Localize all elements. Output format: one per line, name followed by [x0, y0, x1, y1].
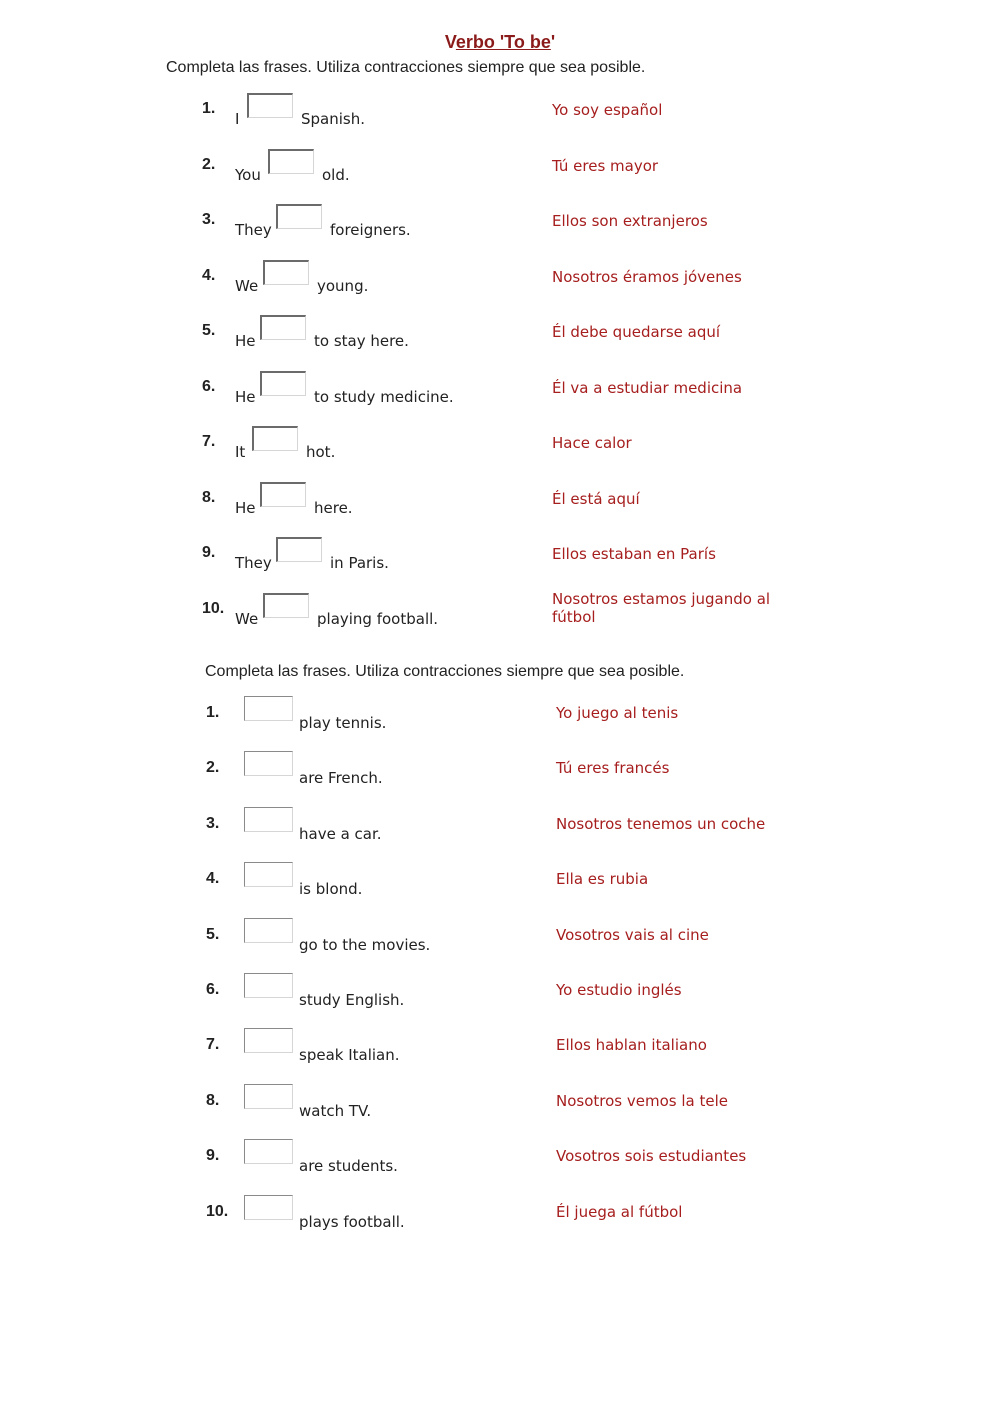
answer-blank[interactable]: [244, 696, 293, 721]
instruction-section-1: Completa las frases. Utiliza contracciones siempre que sea posible.: [166, 59, 646, 76]
item-number: 4.: [202, 267, 216, 284]
sentence-start: He: [235, 332, 256, 350]
exercise-row: [0, 1092, 1000, 1132]
exercise-row: [0, 981, 1000, 1021]
sentence-end: in Paris.: [330, 554, 389, 572]
exercise-row: [0, 211, 1000, 251]
sentence-start: He: [235, 388, 256, 406]
translation: Tú eres mayor: [552, 157, 659, 175]
answer-blank[interactable]: [260, 482, 306, 507]
sentence-end: play tennis.: [299, 714, 387, 732]
answer-blank[interactable]: [252, 426, 298, 451]
instruction-section-2: Completa las frases. Utiliza contracciones siempre que sea posible.: [205, 663, 685, 680]
sentence-end: go to the movies.: [299, 936, 431, 954]
sentence-start: We: [235, 277, 259, 295]
exercise-row: [0, 433, 1000, 473]
answer-blank[interactable]: [244, 1195, 293, 1220]
sentence-end: old.: [322, 166, 350, 184]
item-number: 9.: [206, 1147, 220, 1164]
page-title: Verbo 'To be': [444, 32, 556, 52]
translation: Nosotros éramos jóvenes: [552, 268, 742, 286]
sentence-end: playing football.: [317, 610, 439, 628]
item-number: 10.: [202, 600, 225, 617]
translation: Él juega al fútbol: [556, 1203, 683, 1221]
item-number: 10.: [206, 1203, 229, 1220]
answer-blank[interactable]: [244, 862, 293, 887]
exercise-row: [0, 1147, 1000, 1187]
sentence-end: Spanish.: [301, 110, 365, 128]
item-number: 6.: [206, 981, 220, 998]
item-number: 7.: [206, 1036, 220, 1053]
item-number: 8.: [206, 1092, 220, 1109]
exercise-row: [0, 926, 1000, 966]
sentence-end: is blond.: [299, 880, 363, 898]
translation: Yo estudio inglés: [556, 981, 682, 999]
item-number: 5.: [202, 322, 216, 339]
translation: Tú eres francés: [556, 759, 670, 777]
item-number: 3.: [206, 815, 220, 832]
translation: Vosotros vais al cine: [556, 926, 709, 944]
item-number: 2.: [202, 156, 216, 173]
translation: Ellos hablan italiano: [556, 1036, 707, 1054]
exercise-row: [0, 815, 1000, 855]
answer-blank[interactable]: [260, 315, 306, 340]
translation: Él está aquí: [552, 490, 640, 508]
sentence-start: We: [235, 610, 259, 628]
exercise-row: [0, 1203, 1000, 1243]
sentence-start: They: [235, 554, 272, 572]
sentence-start: He: [235, 499, 256, 517]
translation: Ella es rubia: [556, 870, 649, 888]
item-number: 1.: [202, 100, 216, 117]
sentence-end: plays football.: [299, 1213, 405, 1231]
answer-blank[interactable]: [244, 918, 293, 943]
answer-blank[interactable]: [244, 973, 293, 998]
sentence-start: You: [235, 166, 261, 184]
item-number: 9.: [202, 544, 216, 561]
item-number: 2.: [206, 759, 220, 776]
item-number: 3.: [202, 211, 216, 228]
exercise-row: [0, 704, 1000, 744]
translation: Hace calor: [552, 434, 632, 452]
sentence-start: I: [235, 110, 240, 128]
sentence-end: to study medicine.: [314, 388, 454, 406]
translation: Nosotros tenemos un coche: [556, 815, 766, 833]
translation: Vosotros sois estudiantes: [556, 1147, 747, 1165]
sentence-end: young.: [317, 277, 369, 295]
sentence-end: are students.: [299, 1157, 398, 1175]
answer-blank[interactable]: [244, 1139, 293, 1164]
item-number: 1.: [206, 704, 220, 721]
sentence-end: foreigners.: [330, 221, 411, 239]
exercise-row: [0, 156, 1000, 196]
answer-blank[interactable]: [244, 1084, 293, 1109]
exercise-row: [0, 544, 1000, 584]
sentence-end: hot.: [306, 443, 336, 461]
item-number: 8.: [202, 489, 216, 506]
answer-blank[interactable]: [276, 537, 322, 562]
item-number: 4.: [206, 870, 220, 887]
translation: Ellos son extranjeros: [552, 212, 708, 230]
translation: Ellos estaban en París: [552, 545, 716, 563]
exercise-row: [0, 870, 1000, 910]
answer-blank[interactable]: [276, 204, 322, 229]
answer-blank[interactable]: [244, 1028, 293, 1053]
translation: Nosotros vemos la tele: [556, 1092, 728, 1110]
exercise-row: [0, 267, 1000, 307]
item-number: 7.: [202, 433, 216, 450]
exercise-row: [0, 489, 1000, 529]
answer-blank[interactable]: [244, 751, 293, 776]
exercise-row: [0, 322, 1000, 362]
sentence-end: here.: [314, 499, 353, 517]
translation: Yo soy español: [552, 101, 663, 119]
sentence-start: They: [235, 221, 272, 239]
answer-blank[interactable]: [244, 807, 293, 832]
sentence-start: It: [235, 443, 246, 461]
sentence-end: watch TV.: [299, 1102, 372, 1120]
answer-blank[interactable]: [247, 93, 293, 118]
translation: Nosotros estamos jugando al fútbol: [552, 590, 771, 626]
answer-blank[interactable]: [263, 593, 309, 618]
exercise-row: [0, 378, 1000, 418]
sentence-end: to stay here.: [314, 332, 409, 350]
item-number: 5.: [206, 926, 220, 943]
answer-blank[interactable]: [263, 260, 309, 285]
sentence-end: have a car.: [299, 825, 382, 843]
item-number: 6.: [202, 378, 216, 395]
exercise-row: [0, 100, 1000, 140]
sentence-end: study English.: [299, 991, 405, 1009]
sentence-end: are French.: [299, 769, 383, 787]
exercise-row: [0, 759, 1000, 799]
translation: Yo juego al tenis: [556, 704, 679, 722]
answer-blank[interactable]: [268, 149, 314, 174]
translation: Él debe quedarse aquí: [552, 323, 721, 341]
exercise-row: [0, 1036, 1000, 1076]
exercise-row: [0, 590, 1000, 640]
sentence-end: speak Italian.: [299, 1046, 400, 1064]
translation: Él va a estudiar medicina: [552, 379, 743, 397]
answer-blank[interactable]: [260, 371, 306, 396]
